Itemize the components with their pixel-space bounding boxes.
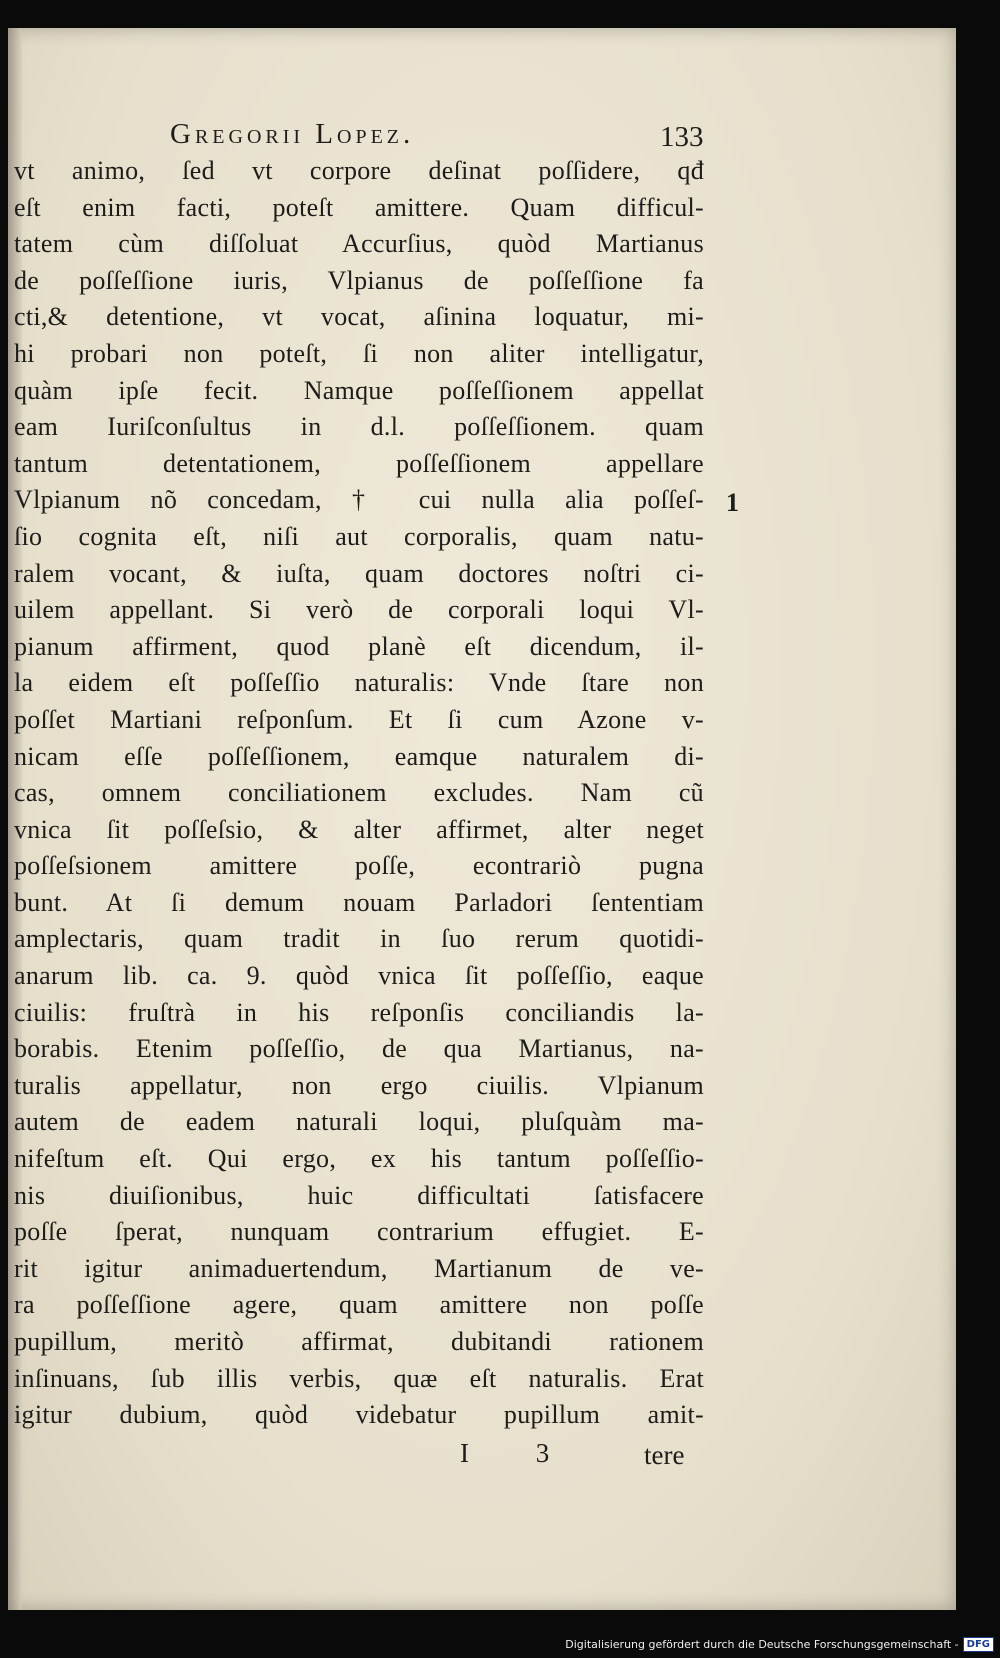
catchword: tere [644,1440,685,1470]
text-line: nicam eſſe poſſeſſionem, eamque naturalem di- [14,741,704,771]
footer-text: Digitalisierung gefördert durch die Deutsche Forschungsgemeinschaft - [565,1638,959,1651]
text-line: ciuilis: fruſtrà in his reſponſis conciliandis la- [14,997,704,1027]
running-title: Gregorii Lopez. [170,118,415,150]
text-line: pupillum, meritò affirmat, dubitandi rationem [14,1327,704,1356]
text-line: autem de eadem naturali loqui, pluſquàm ma- [14,1107,704,1137]
text-line: turalis appellatur, non ergo ciuilis. Vlpianum [14,1070,704,1100]
text-line: eſt enim facti, poteſt amittere. Quam difficul- [14,192,704,222]
text-line: ra poſſeſſione agere, quam amittere non poſſe [14,1290,704,1320]
text-line: de poſſeſſione iuris, Vlpianus de poſſeſſione fa [14,265,704,295]
text-line: hi probari non poteſt, ſi non aliter intelligatur, [14,338,704,368]
text-line: igitur dubium, quòd videbatur pupillum amit- [14,1400,704,1430]
text-line: nis diuiſionibus, huic difficultati ſatisfacere [14,1180,704,1210]
text-line: uilem appellant. Si verò de corporali loqui Vl- [14,595,704,625]
text-line: poſſet Martiani reſponſum. Et ſi cum Azone v- [14,704,704,734]
text-line: tatem cùm diſſoluat Accurſius, quòd Martianus [14,229,704,259]
text-line: tantum detentationem, poſſeſſionem appellare [14,448,704,478]
text-line: bunt. At ſi demum nouam Parladori ſententiam [14,887,704,917]
digitization-footer [565,1637,994,1652]
dfg-logo: DFG [963,1637,994,1652]
text-line: vnica ſit poſſeſsio, & alter affirmet, alter neget [14,814,704,844]
text-line: pianum affirment, quod planè eſt dicendum, il- [14,631,704,661]
text-line: ſio cognita eſt, niſi aut corporalis, quam natu- [14,521,704,551]
margin-note: 1 [726,488,739,517]
text-line: amplectaris, quam tradit in ſuo rerum quotidi- [14,924,704,954]
text-line: ralem vocant, & iuſta, quam doctores noſtri ci- [14,558,704,588]
text-line: nifeſtum eſt. Qui ergo, ex his tantum poſſeſſio- [14,1144,704,1174]
text-line: quàm ipſe fecit. Namque poſſeſſionem appellat [14,375,704,405]
text-line: vt animo, ſed vt corpore deſinat poſſidere, qđ [14,156,704,185]
text-line: poſſeſsionem amittere poſſe, econtrariò pugna [14,851,704,881]
text-line: Vlpianum nõ concedam, † cui nulla alia poſſeſ- [14,485,704,515]
signature-mark: I 3 [460,1438,580,1468]
text-line: rit igitur animaduertendum, Martianum de ve- [14,1253,704,1283]
text-line: anarum lib. ca. 9. quòd vnica ſit poſſeſſio, eaque [14,961,704,991]
body-text [14,153,704,1434]
text-line: cti,& detentione, vt vocat, aſinina loquatur, mi- [14,302,704,332]
text-line: poſſe ſperat, nunquam contrarium effugiet. E- [14,1217,704,1247]
page-number: 133 [660,121,704,153]
text-line: inſinuans, ſub illis verbis, quæ eſt naturalis. Erat [14,1363,704,1393]
text-line: borabis. Etenim poſſeſſio, de qua Martianus, na- [14,1034,704,1064]
text-line: la eidem eſt poſſeſſio naturalis: Vnde ſtare non [14,668,704,698]
text-line: cas, omnem conciliationem excludes. Nam cũ [14,778,704,808]
text-line: eam Iuriſconſultus in d.l. poſſeſſionem. quam [14,412,704,442]
